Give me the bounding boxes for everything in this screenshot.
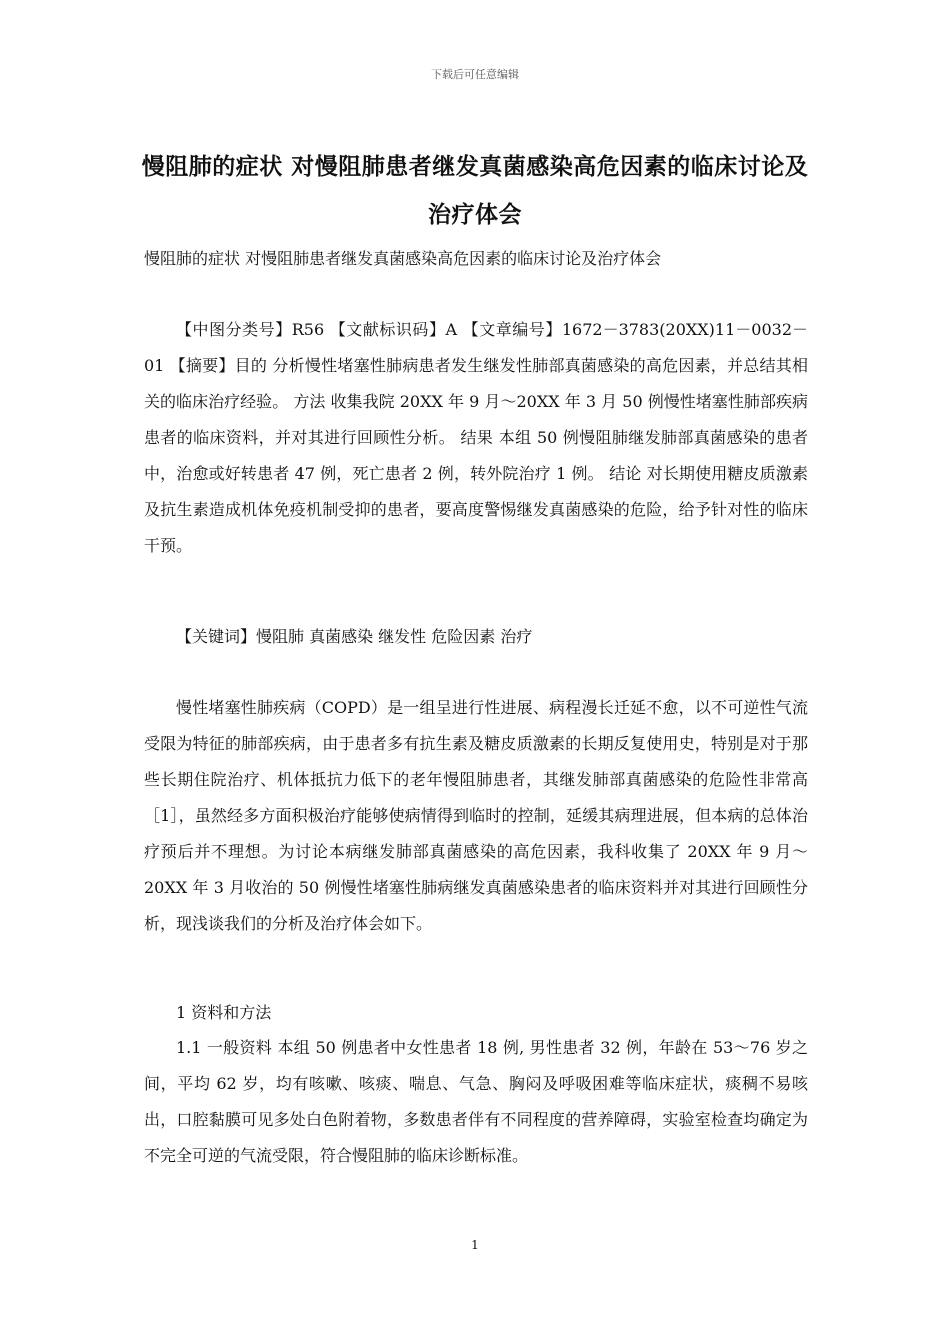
document-subtitle: 慢阻肺的症状 对慢阻肺患者继发真菌感染高危因素的临床讨论及治疗体会 [144, 249, 662, 268]
page-number: 1 [471, 1238, 479, 1252]
document-title: 慢阻肺的症状 对慢阻肺患者继发真菌感染高危因素的临床讨论及治疗体会 [141, 154, 809, 228]
header-note: 下载后可任意编辑 [431, 68, 519, 81]
section-heading: 1 资料和方法 [176, 1003, 272, 1022]
general-data-paragraph: 1.1 一般资料 本组 50 例患者中女性患者 18 例, 男性患者 32 例，年龄在 53～76 岁之间，平均 62 岁，均有咳嗽、咳痰、喘息、气急、胸闷及呼吸困难等临床症状，痰稠不易咳出，口腔黏膜可见多处白色附着物，多数患者伴有不同程度的营养障碍，实验室检查均确定为不完全可逆的气流受限，符合慢阻肺的临床诊断标准。 [144, 1038, 808, 1165]
abstract-paragraph: 【中图分类号】R56 【文献标识码】A 【文章编号】1672－3783(20XX)11－0032－01 【摘要】目的 分析慢性堵塞性肺病患者发生继发性肺部真菌感染的高危因素，并总结其相关的临床治疗经验。 方法 收集我院 20XX 年 9 月～20XX 年 3 月 50 例慢性堵塞性肺部疾病患者的临床资料，并对其进行回顾性分析。 结果 本组 50 例慢阻肺继发肺部真菌感染的患者中，治愈或好转患者 47 例，死亡患者 2 例，转外院治疗 1 例。 结论 对长期使用糖皮质激素及抗生素造成机体免疫机制受抑的患者，要高度警惕继发真菌感染的危险，给予针对性的临床干预。 [144, 320, 808, 555]
keywords-paragraph: 【关键词】慢阻肺 真菌感染 继发性 危险因素 治疗 [176, 627, 533, 646]
introduction-paragraph: 慢性堵塞性肺疾病（COPD）是一组呈进行性进展、病程漫长迁延不愈，以不可逆性气流受限为特征的肺部疾病，由于患者多有抗生素及糖皮质激素的长期反复使用史，特别是对于那些长期住院治疗、机体抵抗力低下的老年慢阻肺患者，其继发肺部真菌感染的危险性非常高［1］，虽然经多方面积极治疗能够使病情得到临时的控制，延缓其病理进展，但本病的总体治疗预后并不理想。为讨论本病继发肺部真菌感染的高危因素，我科收集了 20XX 年 9 月～20XX 年 3 月收治的 50 例慢性堵塞性肺病继发真菌感染患者的临床资料并对其进行回顾性分析，现浅谈我们的分析及治疗体会如下。 [144, 698, 808, 933]
